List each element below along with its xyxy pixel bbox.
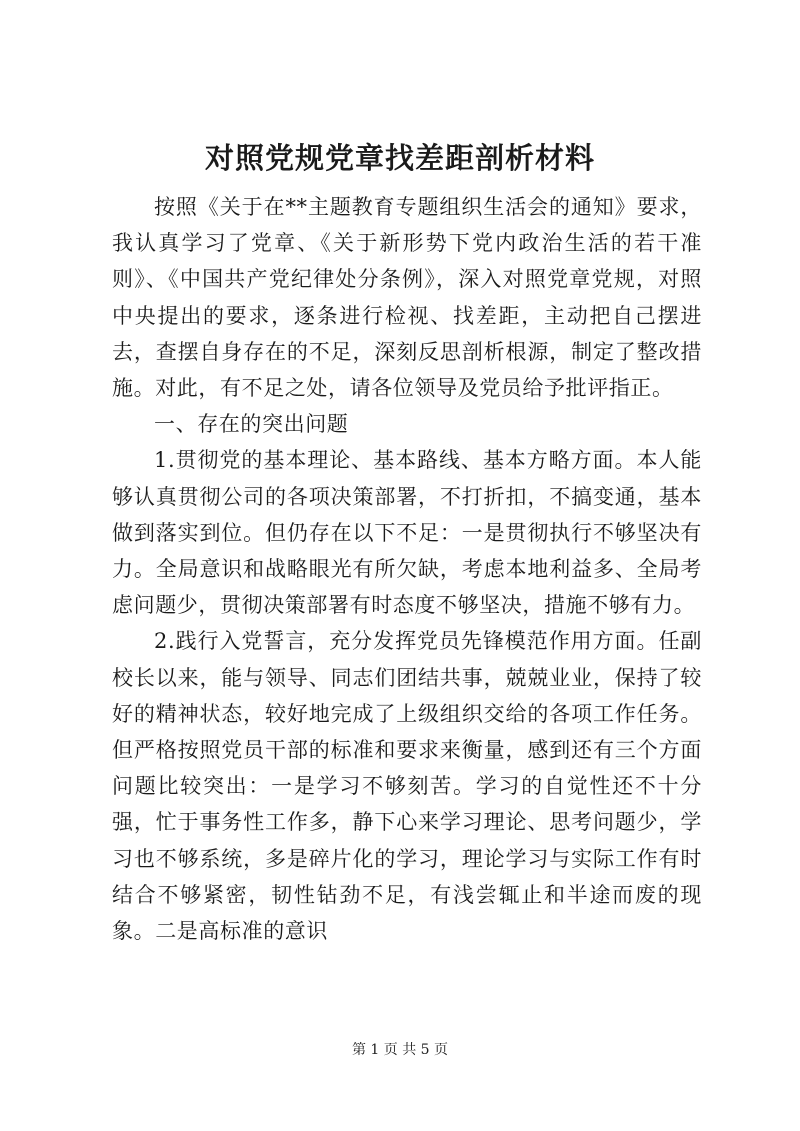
- intro-paragraph: 按照《关于在**主题教育专题组织生活会的通知》要求，我认真学习了党章、《关于新形势下党内政治生活的若干准则》、《中国共产党纪律处分条例》，深入对照党章党规，对照中央提出的要求，逐条进行检视、找差距，主动把自己摆进去，查摆自身存在的不足，深刻反思剖析根源，制定了整改措施。对此，有不足之处，请各位领导及党员给予批评指正。: [112, 195, 702, 401]
- issue-paragraph-1: 1.贯彻党的基本理论、基本路线、基本方略方面。本人能够认真贯彻公司的各项决策部署，不打折扣，不搞变通，基本做到落实到位。但仍存在以下不足：一是贯彻执行不够坚决有力。全局意识和战略眼光有所欠缺，考虑本地利益多、全局考虑问题少，贯彻决策部署有时态度不够坚决，措施不够有力。: [112, 448, 702, 618]
- section-heading: 一、存在的突出问题: [154, 412, 349, 437]
- document-title: 对照党规党章找差距剖析材料: [204, 141, 595, 175]
- issue-paragraph-2: 2.践行入党誓言，充分发挥党员先锋模范作用方面。任副校长以来，能与领导、同志们团结共事，兢兢业业，保持了较好的精神状态，较好地完成了上级组织交给的各项工作任务。但严格按照党员干部的标准和要求来衡量，感到还有三个方面问题比较突出：一是学习不够刻苦。学习的自觉性还不十分强，忙于事务性工作多，静下心来学习理论、思考问题少，学习也不够系统，多是碎片化的学习，理论学习与实际工作有时结合不够紧密，韧性钻劲不足，有浅尝辄止和半途而废的现象。二是高标准的意识: [112, 629, 702, 944]
- document-body: [112, 189, 702, 949]
- page-footer: 第 1 页 共 5 页: [351, 1042, 449, 1058]
